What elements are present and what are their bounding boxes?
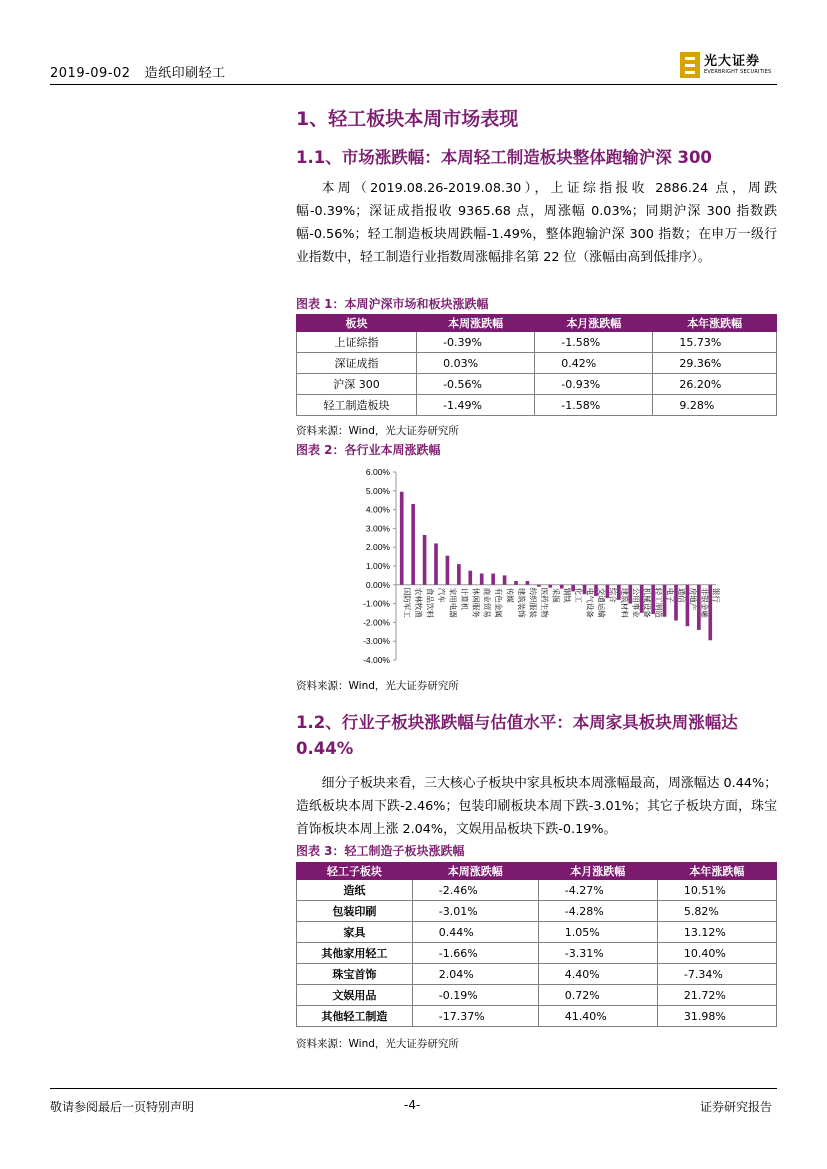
- table-header: 本年涨跌幅: [653, 315, 777, 332]
- table-cell: 15.73%: [653, 332, 777, 353]
- table-row: [297, 964, 777, 985]
- x-tick-label: 钢铁: [562, 587, 572, 603]
- x-tick-label: 交通运输: [597, 587, 606, 618]
- section-title: 1、轻工板块本周市场表现: [296, 108, 519, 130]
- footer-report-type: 证券研究报告: [700, 1100, 773, 1114]
- x-tick-label: 采掘: [551, 587, 561, 603]
- x-tick-label: 纺织服装: [528, 587, 538, 618]
- x-tick-label: 汽车: [437, 587, 446, 603]
- x-tick-label: 休闲服务: [471, 587, 481, 618]
- table-cell: 珠宝首饰: [297, 964, 413, 985]
- table-cell: 深证成指: [297, 353, 417, 374]
- brand-logo: [680, 50, 780, 80]
- table-cell: 1.05%: [538, 922, 657, 943]
- x-tick-label: 房地产: [688, 587, 698, 611]
- x-tick-label: 电气设备: [585, 587, 595, 618]
- table-cell: 0.03%: [417, 353, 535, 374]
- table-cell: -17.37%: [412, 1006, 538, 1027]
- x-tick-label: 非银金融: [699, 587, 709, 618]
- table-cell: -7.34%: [657, 964, 776, 985]
- table-cell: 其他家用轻工: [297, 943, 413, 964]
- x-tick-label: 建筑装饰: [517, 587, 526, 618]
- table-row: [297, 985, 777, 1006]
- table-cell: 文娱用品: [297, 985, 413, 1006]
- table-cell: 0.72%: [538, 985, 657, 1006]
- chart-bar: [526, 581, 530, 585]
- x-tick-label: 机械设备: [642, 587, 652, 618]
- chart-bar: [480, 574, 484, 585]
- y-tick-label: -4.00%: [363, 655, 390, 665]
- logo-text-cn: 光大证券: [704, 54, 761, 69]
- x-tick-label: 通信: [677, 587, 686, 603]
- footer-disclaimer: 敬请参阅最后一页特别声明: [50, 1100, 195, 1114]
- y-tick-label: 0.00%: [365, 579, 390, 590]
- header-divider: [50, 84, 777, 85]
- table-header: 本月涨跌幅: [535, 315, 653, 332]
- subsector-table: [296, 862, 777, 1027]
- table-cell: -4.28%: [538, 901, 657, 922]
- y-tick-label: -1.00%: [363, 598, 390, 609]
- table-cell: 5.82%: [657, 901, 776, 922]
- table-row: [297, 943, 777, 964]
- x-tick-label: 商业贸易: [482, 587, 492, 618]
- y-tick-label: 6.00%: [365, 467, 390, 477]
- chart-bar: [434, 543, 438, 584]
- chart-bar: [446, 556, 450, 585]
- y-tick-label: -2.00%: [363, 617, 390, 628]
- table-cell: -1.66%: [412, 943, 538, 964]
- table-cell: -4.27%: [538, 880, 657, 901]
- table-cell: 10.51%: [657, 880, 776, 901]
- x-tick-label: 建筑材料: [619, 587, 629, 618]
- table-cell: -3.01%: [412, 901, 538, 922]
- chart-bar: [457, 564, 461, 585]
- table-cell: 造纸: [297, 880, 413, 901]
- table-header: 本周涨跌幅: [417, 315, 535, 332]
- x-tick-label: 轻工制造: [654, 587, 664, 618]
- chart-bar: [411, 504, 415, 585]
- header-date: 2019-09-02: [50, 66, 131, 81]
- table-header: 轻工子板块: [297, 863, 413, 880]
- table-row: [297, 880, 777, 901]
- table-header: 本月涨跌幅: [538, 863, 657, 880]
- table-cell: 13.12%: [657, 922, 776, 943]
- x-tick-label: 医药生物: [539, 587, 549, 618]
- table-row: [297, 374, 777, 395]
- x-tick-label: 公用事业: [631, 587, 641, 618]
- table-cell: 21.72%: [657, 985, 776, 1006]
- table-row: [297, 1006, 777, 1027]
- chart-bar: [503, 575, 507, 584]
- table-header: 本周涨跌幅: [412, 863, 538, 880]
- table-cell: -0.39%: [417, 332, 535, 353]
- header-category: 造纸印刷轻工: [144, 66, 226, 81]
- x-tick-label: 电子: [665, 587, 675, 603]
- table-cell: -0.93%: [535, 374, 653, 395]
- x-tick-label: 农林牧渔: [414, 587, 424, 618]
- subsection-title-2: 1.2、行业子板块涨跌幅与估值水平：本周家具板块周涨幅达 0.44%: [296, 713, 738, 758]
- figure-1-title: 图表 1：本周沪深市场和板块涨跌幅: [296, 297, 489, 311]
- table-row: [297, 353, 777, 374]
- table-cell: -2.46%: [412, 880, 538, 901]
- table-cell: 41.40%: [538, 1006, 657, 1027]
- x-tick-label: 综合: [608, 587, 618, 603]
- table-cell: 0.42%: [535, 353, 653, 374]
- table-row: [297, 922, 777, 943]
- x-tick-label: 有色金属: [494, 587, 504, 618]
- chart-bar: [514, 581, 518, 585]
- x-tick-label: 计算机: [459, 587, 469, 611]
- figure-3-source: 资料来源：Wind，光大证券研究所: [296, 1038, 459, 1050]
- chart-bar: [491, 574, 495, 585]
- table-cell: 上证综指: [297, 332, 417, 353]
- chart-bar: [537, 585, 541, 587]
- table-cell: 0.44%: [412, 922, 538, 943]
- footer-divider: [50, 1088, 777, 1089]
- table-cell: 10.40%: [657, 943, 776, 964]
- x-tick-label: 化工: [574, 587, 584, 603]
- table-cell: 26.20%: [653, 374, 777, 395]
- industry-bar-chart: [296, 462, 777, 670]
- table-row: [297, 901, 777, 922]
- chart-bar: [400, 492, 404, 585]
- x-tick-label: 家用电器: [448, 587, 458, 618]
- table-cell: -0.19%: [412, 985, 538, 1006]
- y-tick-label: 4.00%: [365, 504, 390, 515]
- x-tick-label: 传媒: [505, 587, 515, 603]
- table-cell: 4.40%: [538, 964, 657, 985]
- table-cell: 其他轻工制造: [297, 1006, 413, 1027]
- page-number: -4-: [404, 1098, 421, 1112]
- table-cell: -0.56%: [417, 374, 535, 395]
- y-tick-label: 5.00%: [365, 485, 390, 496]
- x-tick-label: 国防军工: [402, 587, 412, 618]
- table-cell: -1.58%: [535, 395, 653, 416]
- x-tick-label: 食品饮料: [425, 587, 435, 618]
- table-cell: 轻工制造板块: [297, 395, 417, 416]
- table-cell: -1.49%: [417, 395, 535, 416]
- table-cell: 包装印刷: [297, 901, 413, 922]
- chart-svg: [296, 462, 777, 670]
- table-header: 本年涨跌幅: [657, 863, 776, 880]
- table-cell: 9.28%: [653, 395, 777, 416]
- y-tick-label: 3.00%: [365, 523, 390, 534]
- paragraph-2: 细分子板块来看，三大核心子板块中家具板块本周涨幅最高，周涨幅达 0.44%；造纸板块本周下跌-2.46%；包装印刷板块本周下跌-3.01%；其它子板块方面，珠宝首饰板块本周上涨 2.04%，文娱用品板块下跌-0.19%。: [296, 776, 777, 837]
- table-row: [297, 332, 777, 353]
- table-cell: 31.98%: [657, 1006, 776, 1027]
- table-cell: 29.36%: [653, 353, 777, 374]
- table-row: [297, 395, 777, 416]
- figure-3-title: 图表 3：轻工制造子板块涨跌幅: [296, 844, 465, 858]
- subsection-title-1: 1.1、市场涨跌幅：本周轻工制造板块整体跑输沪深 300: [296, 148, 712, 167]
- table-cell: 家具: [297, 922, 413, 943]
- chart-bar: [423, 535, 427, 585]
- table-cell: 沪深 300: [297, 374, 417, 395]
- x-tick-label: 银行: [711, 587, 721, 603]
- y-tick-label: -3.00%: [363, 636, 390, 647]
- page-header: [50, 62, 226, 81]
- market-table: [296, 314, 777, 416]
- paragraph-1: 本周（2019.08.26-2019.08.30），上证综指报收 2886.24 点，周跌幅-0.39%；深证成指报收 9365.68 点，周涨幅 0.03%；同期沪深 300 指数跌幅-0.56%；轻工制造板块周跌幅-1.49%，整体跑输沪深 300 指数；在申万一级行业指数中，轻工制造行业指数周涨幅排名第 22 位（涨幅由高到低排序）。: [296, 181, 777, 265]
- table-header: 板块: [297, 315, 417, 332]
- table-cell: -1.58%: [535, 332, 653, 353]
- table-cell: 2.04%: [412, 964, 538, 985]
- y-tick-label: 2.00%: [365, 542, 390, 553]
- y-tick-label: 1.00%: [365, 561, 390, 571]
- table-cell: -3.31%: [538, 943, 657, 964]
- figure-1-source: 资料来源：Wind，光大证券研究所: [296, 425, 459, 437]
- chart-bar: [468, 571, 472, 585]
- figure-2-source: 资料来源：Wind，光大证券研究所: [296, 680, 459, 692]
- logo-mark-icon: [680, 52, 700, 78]
- logo-text-en: EVERBRIGHT SECURITIES: [704, 69, 772, 75]
- figure-2-title: 图表 2：各行业本周涨跌幅: [296, 443, 441, 457]
